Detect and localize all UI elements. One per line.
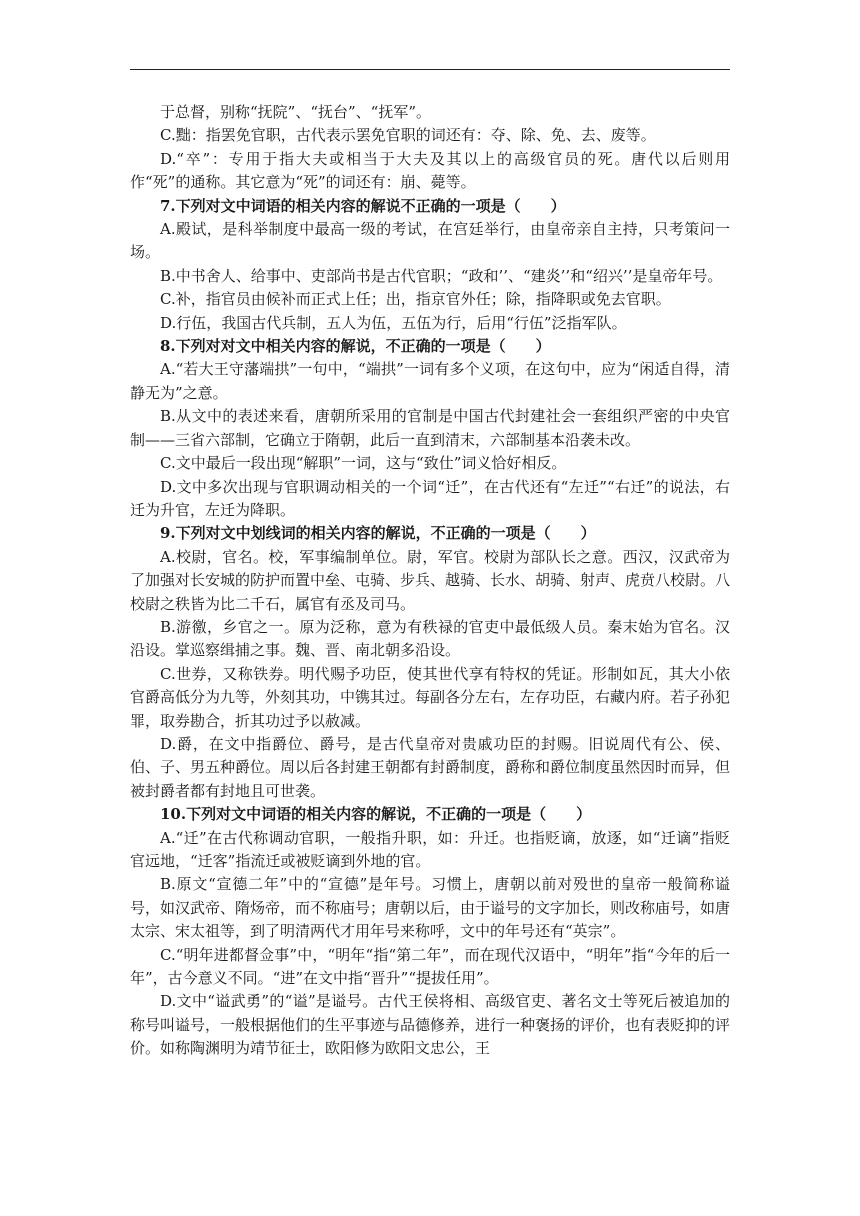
paragraph: C.世券，又称铁券。明代赐予功臣，使其世代享有特权的凭证。形制如瓦，其大小依官爵高低分为九等，外刻其功，中镌其过。每副各分左右，左存功臣，右藏内府。若子孙犯罪，取券勘合，折其功过予以赦减。	[130, 664, 731, 730]
paragraph: B.游徼，乡官之一。原为泛称，意为有秩禄的官吏中最低级人员。秦末始为官名。汉沿设。掌巡察缉捕之事。魏、晋、南北朝多沿设。	[130, 617, 730, 660]
paragraph: B.从文中的表述来看，唐朝所采用的官制是中国古代封建社会一套组织严密的中央官制——三省六部制，它确立于隋朝，此后一直到清末，六部制基本沿袭未改。	[130, 407, 730, 449]
paragraph: D.文中多次出现与官职调动相关的一个词“迁”，在古代还有“左迁”“右迁”的说法，右迁为升官，左迁为降职。	[130, 477, 730, 519]
paragraph: 于总督，别称“抚院”、“抚台”、“抚军”。	[160, 103, 432, 121]
question-heading: 9.下列对文中划线词的相关内容的解说，不正确的一项是（ ）	[160, 524, 596, 543]
question-heading: 10.下列对文中词语的相关内容的解说，不正确的一项是（ ）	[160, 805, 592, 824]
paragraph: C.补，指官员由候补而正式上任；出，指京官外任；除，指降职或免去官职。	[160, 290, 671, 309]
paragraph: D.爵，在文中指爵位、爵号，是古代皇帝对贵戚功臣的封赐。旧说周代有公、侯、伯、子、男五种爵位。周以后各封建王朝都有封爵制度，爵称和爵位制度虽然因时而异，但被封爵者都有封地且可世袭。	[130, 734, 731, 800]
paragraph: A.校尉，官名。校，军事编制单位。尉，军官。校尉为部队长之意。西汉，汉武帝为了加强对长安城的防护而置中垒、屯骑、步兵、越骑、长水、胡骑、射声、虎贲八校尉。八校尉之秩皆为比二千石，属官有丞及司马。	[130, 547, 731, 613]
paragraph: D.行伍，我国古代兵制，五人为伍，五伍为行，后用“行伍”泛指军队。	[160, 313, 627, 332]
paragraph: A.殿试，是科举制度中最高一级的考试，在宫廷举行，由皇帝亲自主持，只考策问一场。	[130, 220, 730, 262]
header-rule	[130, 69, 730, 70]
paragraph: C.“明年进都督佥事”中，“明年“指“第二年”，而在现代汉语中，“明年”指“今年的后一年”，古今意义不同。“进”在文中指“晋升”“提拔任用”。	[130, 945, 730, 988]
question-heading: 8.下列对对文中相关内容的解说，不正确的一项是（ ）	[160, 337, 551, 356]
paragraph: B.中书舍人、给事中、吏部尚书是古代官职；“政和’’、“建炎’’和“绍兴’’是皇帝年号。	[160, 266, 723, 285]
document-body	[130, 101, 730, 1061]
paragraph: D.文中“谥武勇”的“谥”是谥号。古代王侯将相、高级官吏、著名文士等死后被追加的称号叫谥号，一般根据他们的生平事迹与品德修养，进行一种褒扬的评价，也有表贬抑的评价。如称陶渊明为靖节征士，欧阳修为欧阳文忠公，王	[130, 992, 731, 1058]
paragraph: B.原文“宣德二年”中的“宣德”是年号。习惯上，唐朝以前对殁世的皇帝一般简称谥号，如汉武帝、隋炀帝，而不称庙号；唐朝以后，由于谥号的文字加长，则改称庙号，如唐太宗、宋太祖等，到了明清两代才用年号来称呼，文中的年号还有“英宗”。	[130, 875, 731, 941]
paragraph: C.黜：指罢免官职，古代表示罢免官职的词还有：夺、除、免、去、废等。	[160, 126, 656, 145]
question-heading: 7.下列对文中词语的相关内容的解说不正确的一项是（ ）	[160, 196, 566, 215]
paragraph: A.“若大王守藩端拱”一句中，“端拱”一词有多个义项，在这句中，应为“闲适自得，清静无为”之意。	[130, 360, 730, 402]
paragraph: D.“卒”：专用于指大夫或相当于大夫及其以上的高级官员的死。唐代以后则用作“死”的通称。其它意为“死”的词还有：崩、薨等。	[130, 149, 730, 192]
paragraph: C.文中最后一段出现“解职”一词，这与“致仕”词义恰好相反。	[160, 454, 567, 473]
paragraph: A.“迁”在古代称调动官职，一般指升职，如：升迁。也指贬谪，放逐，如“迁谪”指贬官远地，“迁客”指流迁或被贬谪到外地的官。	[130, 828, 730, 870]
